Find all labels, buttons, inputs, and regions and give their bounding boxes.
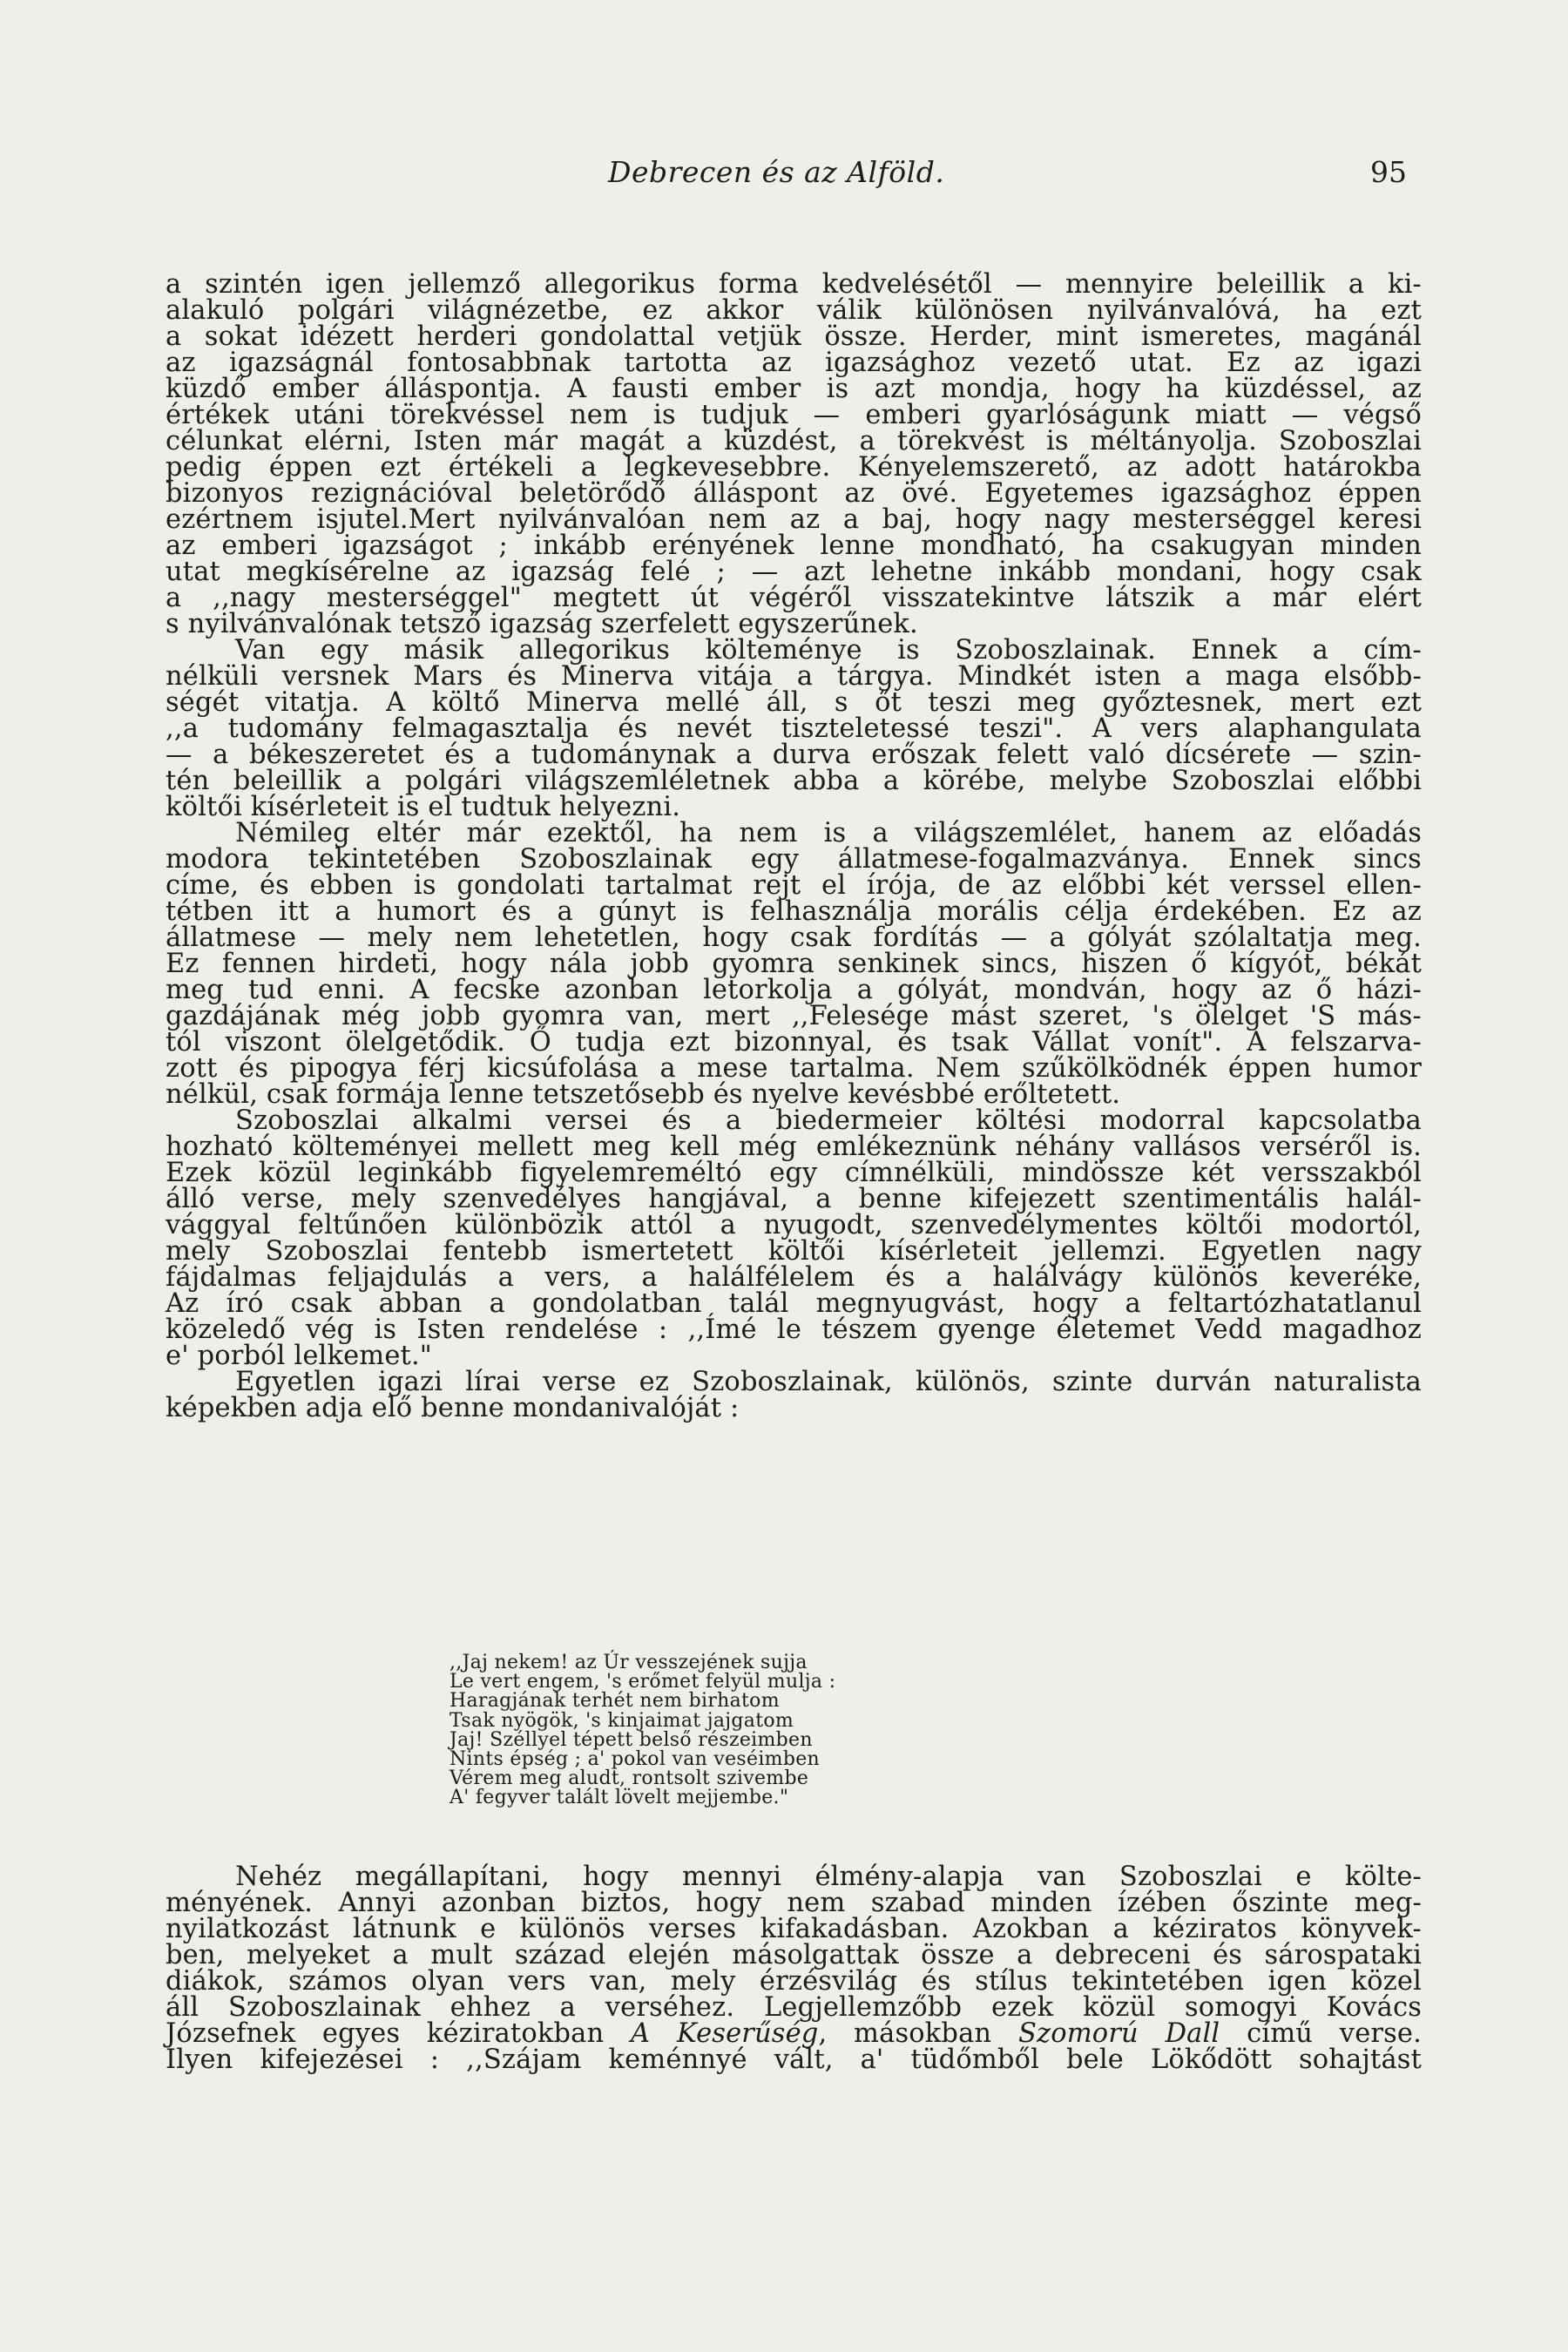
text-line: nélkül, csak formája lenne tetszetősebb és nyelve kevésbbé erőltetett. — [166, 1079, 1121, 1110]
text-line: s nyilvánvalónak tetsző igazság szerfelett egyszerűnek. — [166, 609, 918, 639]
text-line: a sokat idézett herderi gondolattal vetjük össze. Herder, mint ismeretes, magánál — [166, 321, 1422, 352]
main-text — [166, 269, 1422, 1423]
text-line: hozható költeményei mellett meg kell még emlékeznünk néhány vallásos verséről is. — [166, 1132, 1422, 1162]
text-line: tétben itt a humort és a gúnyt is felhasználja morális célja érdekében. Ez az — [166, 896, 1422, 927]
text-line-with-titles — [166, 2018, 1422, 2049]
text-line: Egyetlen igazi lírai verse ez Szoboszlainak, különös, szinte durván naturalista — [235, 1367, 1422, 1397]
text-line: utat megkísérelne az igazság felé ; — azt lehetne inkább mondani, hogy csak — [166, 557, 1422, 587]
text-line: ezértnem isjutel.Mert nyilvánvalóan nem az a baj, hogy nagy mesterséggel keresi — [166, 504, 1422, 535]
text-line: címe, és ebben is gondolati tartalmat rejt el írója, de az előbbi két verssel ellen- — [166, 870, 1422, 901]
text-line: meg tud enni. A fecske azonban letorkolja a gólyát, mondván, hogy az ő házi- — [166, 975, 1422, 1005]
text-line: nélküli versnek Mars és Minerva vitája a tárgya. Mindkét isten a maga elsőbb- — [166, 661, 1422, 692]
text-line: Nehéz megállapítani, hogy mennyi élmény-alapja van Szoboszlai e költe- — [235, 1862, 1422, 1892]
poem-line: A' fegyver talált lövelt mejjembe." — [449, 1787, 789, 1809]
text-line: Ezek közül leginkább figyelemreméltó egy címnélküli, mindössze két versszakból — [166, 1158, 1422, 1188]
page-number: 95 — [1370, 155, 1407, 189]
poem-quote — [449, 1653, 835, 1808]
text-line: zott és pipogya férj kicsúfolása a mese tartalma. Nem szűkölködnék éppen humor — [166, 1053, 1422, 1084]
poem-line: ,,Jaj nekem! az Úr vesszejének sujja — [449, 1652, 808, 1673]
text-line: modora tekintetében Szoboszlainak egy állatmese-fogalmazványa. Ennek sincs — [166, 844, 1422, 875]
text-line: küzdő ember álláspontja. A fausti ember is azt mondja, hogy ha küzdéssel, az — [166, 374, 1422, 404]
text-line: fájdalmas feljajdulás a vers, a halálfélelem és a halálvágy különös keveréke, — [166, 1262, 1422, 1293]
text-line: nyilatkozást látnunk e különös verses kifakadásban. Azokban a kéziratos könyvek- — [166, 1914, 1422, 1944]
poem-line: Tsak nyögök, 's kinjaimat jajgatom — [449, 1709, 794, 1732]
text-line: Az író csak abban a gondolatban talál megnyugvást, hogy a feltartózhatatlanul — [166, 1288, 1422, 1319]
text-line: — a békeszeretet és a tudománynak a durva erőszak felett való dícsérete — szin- — [166, 740, 1422, 770]
text-line: Van egy másik allegorikus költeménye is Szoboszlainak. Ennek a cím- — [235, 635, 1422, 666]
text-line: áll Szoboszlainak ehhez a verséhez. Legjellemzőbb ezek közül somogyi Kovács — [166, 1992, 1422, 2023]
work-title: A Keserűség — [631, 2018, 819, 2049]
text-line: bizonyos rezignációval beletörődő álláspont az övé. Egyetemes igazsághoz éppen — [166, 478, 1422, 509]
text-line: pedig éppen ezt értékeli a legkevesebbre. Kényelemszerető, az adott határokba — [166, 452, 1422, 483]
text-line: e' porból lelkemet." — [166, 1341, 432, 1371]
text-line: tén beleillik a polgári világszemléletnek abba a körébe, melybe Szoboszlai előbbi — [166, 766, 1422, 796]
text-fragment: című verse. — [1220, 2018, 1422, 2049]
text-line: a szintén igen jellemző allegorikus forma kedvelésétől — mennyire beleillik a ki- — [166, 269, 1422, 300]
text-line: ményének. Annyi azonban biztos, hogy nem szabad minden ízében őszinte meg- — [166, 1888, 1422, 1918]
text-line: Ilyen kifejezései : ,,Szájam keménnyé vált, a' tüdőmből bele Lökődött sohajtást — [166, 2044, 1422, 2075]
text-line: ben, melyeket a mult század elején másolgattak össze a debreceni és sárospataki — [166, 1940, 1422, 1970]
text-line: gazdájának még jobb gyomra van, mert ,,Felesége mást szeret, 's ölelget 'S más- — [166, 1001, 1422, 1031]
work-title: Szomorú Dall — [1017, 2018, 1220, 2049]
poem-line: Jaj! Széllyel tépett belső részeimben — [449, 1728, 813, 1751]
poem-line: Haragjának terhét nem birhatom — [449, 1690, 780, 1713]
text-line: álló verse, mely szenvedélyes hangjával, a benne kifejezett szentimentális halál- — [166, 1184, 1422, 1214]
text-line: vággyal feltűnően különbözik attól a nyugodt, szenvedélymentes költői modortól, — [166, 1210, 1422, 1240]
text-line: célunkat elérni, Isten már magát a küzdést, a törekvést is méltányolja. Szoboszlai — [166, 426, 1422, 456]
poem-line: Nints épség ; a' pokol van veséimben — [449, 1747, 820, 1770]
text-line: Szoboszlai alkalmi versei és a biedermeier költési modorral kapcsolatba — [235, 1105, 1422, 1136]
text-fragment: , másokban — [818, 2018, 1018, 2049]
poem-line: Vérem meg aludt, rontsolt szivembe — [449, 1767, 809, 1790]
text-line: ségét vitatja. A költő Minerva mellé áll, s őt teszi meg győztesnek, mert ezt — [166, 687, 1422, 718]
poem-line: Le vert engem, 's erőmet felyül mulja : — [449, 1671, 836, 1693]
text-line: költői kísérleteit is el tudtuk helyezni. — [166, 792, 681, 822]
text-line: tól viszont ölelgetődik. Ő tudja ezt bizonnyal, és tsak Vállat vonít". A felszarva- — [166, 1027, 1422, 1058]
text-line: Némileg eltér már ezektől, ha nem is a világszemlélet, hanem az előadás — [235, 818, 1422, 848]
text-line: képekben adja elő benne mondanivalóját : — [166, 1393, 740, 1423]
text-line: az igazságnál fontosabbnak tartotta az igazsághoz vezető utat. Ez az igazi — [166, 348, 1422, 378]
text-line: diákok, számos olyan vers van, mely érzésvilág és stílus tekintetében igen közel — [166, 1966, 1422, 1997]
text-line: a ,,nagy mesterséggel" megtett út végéről visszatekintve látszik a már elért — [166, 583, 1422, 613]
text-line: ,,a tudomány felmagasztalja és nevét tiszteletessé teszi". A vers alaphangulata — [166, 713, 1422, 744]
text-line: alakuló polgári világnézetbe, ez akkor válik különösen nyilvánvalóvá, ha ezt — [166, 295, 1422, 326]
text-line: az emberi igazságot ; inkább erényének lenne mondható, ha csakugyan minden — [166, 531, 1422, 561]
page-header — [0, 155, 1568, 199]
closing-text — [166, 1864, 1422, 2073]
text-line: állatmese — mely nem lehetetlen, hogy csak fordítás — a gólyát szólaltatja meg. — [166, 923, 1422, 953]
text-line: Ez fennen hirdeti, hogy nála jobb gyomra senkinek sincs, hiszen ő kígyót, békát — [166, 949, 1422, 979]
text-line: közeledő vég is Isten rendelése : ,,Ímé le tészem gyenge életemet Vedd magadhoz — [166, 1315, 1422, 1345]
text-line: mely Szoboszlai fentebb ismertetett költői kísérleteit jellemzi. Egyetlen nagy — [166, 1236, 1422, 1267]
running-title: Debrecen és az Alföld. — [608, 155, 945, 189]
text-fragment: Józsefnek egyes kéziratokban — [166, 2018, 632, 2049]
text-line: értékek utáni törekvéssel nem is tudjuk — emberi gyarlóságunk miatt — végső — [166, 400, 1422, 430]
